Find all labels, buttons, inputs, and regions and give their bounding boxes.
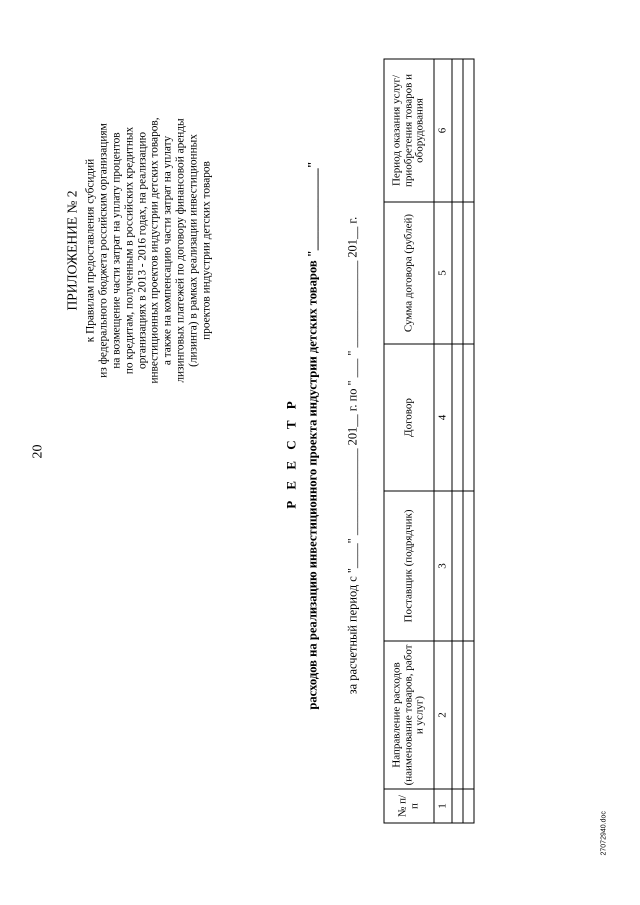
- appendix-line: организациях в 2013 - 2016 годах, на реализацию: [135, 131, 148, 369]
- appendix-line: инвестиционных проектов индустрии детских товаров,: [148, 116, 161, 384]
- column-number: 2: [434, 641, 452, 789]
- table-row: [452, 59, 463, 823]
- appendix-line: проектов индустрии детских товаров: [200, 160, 213, 340]
- appendix-line: к Правилам предоставления субсидий: [83, 158, 96, 342]
- table-cell: [463, 202, 474, 344]
- table-cell: [452, 202, 463, 344]
- column-number: 1: [434, 789, 452, 823]
- column-header-supplier: Поставщик (подрядчик): [384, 491, 434, 641]
- column-header-contract-amount: Сумма договора (рублей): [384, 202, 434, 344]
- appendix-line: лизинговых платежей по договору финансовой аренды: [174, 117, 187, 383]
- reporting-period-line: за расчетный период с "____" ______________ 201__ г. по " ___ " ______________ 201__ г.: [345, 216, 359, 694]
- page-number: 20: [30, 444, 45, 458]
- registry-subtitle: расходов на реализацию инвестиционного проекта индустрии детских товаров "_____________": [305, 160, 319, 710]
- appendix-line: из федерального бюджета российским организациям: [96, 122, 109, 378]
- expense-register-table: [383, 58, 474, 823]
- appendix-line: на возмещение части затрат на уплату процентов: [109, 131, 122, 369]
- table-cell: [452, 344, 463, 491]
- column-number: 4: [434, 344, 452, 491]
- column-number: 5: [434, 202, 452, 344]
- table-cell: [463, 491, 474, 641]
- column-header-service-period: Период оказания услуг/ приобретения товаров и оборудования: [384, 59, 434, 202]
- appendix-line: по кредитам, полученным в российских кредитных: [122, 126, 135, 374]
- appendix-title: ПРИЛОЖЕНИЕ № 2: [64, 189, 79, 311]
- table-cell: [452, 59, 463, 202]
- table-cell: [452, 789, 463, 823]
- column-number: 6: [434, 59, 452, 202]
- column-header-expense-direction: Направление расходов (наименование товаров, работ и услуг): [384, 641, 434, 789]
- table-header-row: [384, 59, 434, 823]
- column-header-contract: Договор: [384, 344, 434, 491]
- document-filename: 27072940.doc: [600, 810, 607, 855]
- table-cell: [452, 641, 463, 789]
- table-cell: [452, 491, 463, 641]
- registry-title: Р Е Е С Т Р: [283, 396, 298, 509]
- appendix-line: а также на компенсацию части затрат на уплату: [161, 135, 174, 365]
- column-number: 3: [434, 491, 452, 641]
- appendix-line: (лизинга) в рамках реализации инвестиционных: [187, 133, 200, 367]
- table-cell: [463, 641, 474, 789]
- table-cell: [463, 59, 474, 202]
- column-header-number: № п/п: [384, 789, 434, 823]
- table-row: [463, 59, 474, 823]
- table-cell: [463, 789, 474, 823]
- table-cell: [463, 344, 474, 491]
- appendix-block: [66, 40, 213, 460]
- column-number-row: [434, 59, 452, 823]
